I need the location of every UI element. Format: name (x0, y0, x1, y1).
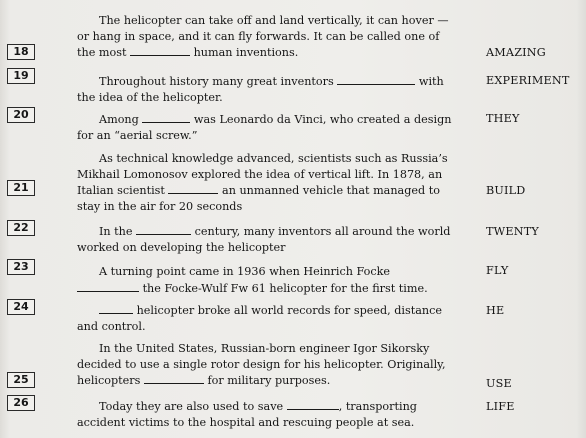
text-segment: for an “aerial screw.” (77, 128, 198, 142)
paragraph-line (77, 128, 465, 144)
text-segment: , transporting (338, 400, 417, 413)
text-segment: an unmanned vehicle that managed to (222, 184, 440, 197)
task-number-box: 24 (7, 299, 35, 315)
text-segment: Italian scientist (77, 184, 165, 197)
text-segment: for military purposes. (207, 374, 331, 387)
task-base-word: THEY (486, 112, 520, 125)
text-segment: the Focke-Wulf Fw 61 helicopter for the first time. (142, 281, 428, 295)
task-base-word: FLY (486, 264, 509, 277)
text-segment: helicopter broke all world records for speed, distance (136, 304, 442, 317)
paragraph-line (77, 199, 465, 215)
text-segment: the idea of the helicopter. (77, 90, 223, 104)
task-number-box: 18 (7, 44, 35, 60)
task-base-word: AMAZING (486, 46, 546, 59)
text-segment: The helicopter can take off and land vertically, it can hover — (99, 14, 449, 27)
text-segment: century, many inventors all around the world (194, 225, 451, 238)
paragraph-line (77, 415, 465, 431)
paragraph-task-20 (77, 111, 465, 143)
paragraph-line (77, 264, 465, 280)
paragraph-task-21 (77, 151, 465, 214)
text-segment: As technical knowledge advanced, scientists such as Russia’s (99, 152, 448, 165)
paragraph-line (77, 357, 465, 373)
text-segment: stay in the air for 20 seconds (77, 199, 243, 213)
paragraph-task-19 (77, 73, 465, 105)
paragraph-line (77, 13, 465, 29)
task-base-word: TWENTY (486, 225, 539, 238)
task-number-box: 25 (7, 372, 35, 388)
task-base-word: EXPERIMENT (486, 74, 570, 87)
paragraph-line (77, 280, 465, 297)
task-number-box: 20 (7, 107, 35, 123)
answer-blank[interactable] (77, 280, 139, 292)
paragraph-line (77, 372, 465, 389)
text-segment: A turning point came in 1936 when Heinrich Focke (99, 265, 391, 278)
answer-blank[interactable] (136, 223, 191, 235)
task-number-box: 21 (7, 180, 35, 196)
answer-blank[interactable] (142, 111, 190, 123)
paragraph-line (77, 73, 465, 90)
paragraph-intro (77, 13, 465, 61)
paragraph-line (77, 341, 465, 357)
paragraph-line (77, 302, 465, 319)
task-number-box: 26 (7, 395, 35, 411)
text-segment: Among (99, 113, 139, 126)
answer-blank[interactable] (130, 44, 190, 56)
text-segment: helicopters (77, 374, 141, 387)
text-segment: with (418, 75, 444, 88)
paragraph-line (77, 398, 465, 415)
paragraph-line (77, 240, 465, 256)
paragraph-task-22 (77, 223, 465, 255)
task-base-word: LIFE (486, 400, 515, 413)
text-segment: accident victims to the hospital and rescuing people at sea. (77, 415, 415, 429)
text-segment: or hang in space, and it can fly forwards. It can be called one of (77, 29, 440, 43)
paragraph-task-26 (77, 398, 465, 430)
paragraph-line (77, 111, 465, 128)
text-segment: and control. (77, 319, 146, 333)
task-number-box: 19 (7, 68, 35, 84)
paragraph-line (77, 182, 465, 199)
answer-blank[interactable] (144, 372, 204, 384)
paragraph-task-23 (77, 264, 465, 296)
answer-blank[interactable] (337, 73, 415, 85)
paragraph-line (77, 167, 465, 183)
text-segment: the most (77, 46, 127, 59)
paragraph-line (77, 319, 465, 335)
paragraph-task-25 (77, 341, 465, 389)
task-number-box: 23 (7, 259, 35, 275)
answer-blank[interactable] (168, 182, 218, 194)
task-number-box: 22 (7, 220, 35, 236)
answer-blank[interactable] (99, 302, 133, 314)
text-segment: Throughout history many great inventors (99, 75, 334, 88)
task-base-word: BUILD (486, 184, 526, 197)
answer-blank[interactable] (287, 398, 339, 410)
text-segment: worked on developing the helicopter (77, 240, 286, 254)
text-segment: In the (99, 225, 133, 238)
paragraph-line (77, 90, 465, 106)
paragraph-line (77, 151, 465, 167)
page-edge-shadow (576, 0, 586, 438)
paragraph-line (77, 44, 465, 61)
text-segment: Today they are also used to save (99, 400, 284, 413)
text-segment: human inventions. (193, 46, 299, 59)
paragraph-task-24 (77, 302, 465, 334)
task-base-word: HE (486, 304, 505, 317)
text-segment: Mikhail Lomonosov explored the idea of vertical lift. In 1878, an (77, 167, 443, 181)
text-segment: decided to use a single rotor design for his helicopter. Originally, (77, 357, 446, 371)
task-base-word: USE (486, 377, 512, 390)
paragraph-line (77, 223, 465, 240)
text-segment: In the United States, Russian-born engineer Igor Sikorsky (99, 342, 430, 355)
paragraph-line (77, 29, 465, 45)
text-segment: was Leonardo da Vinci, who created a design (193, 113, 452, 126)
